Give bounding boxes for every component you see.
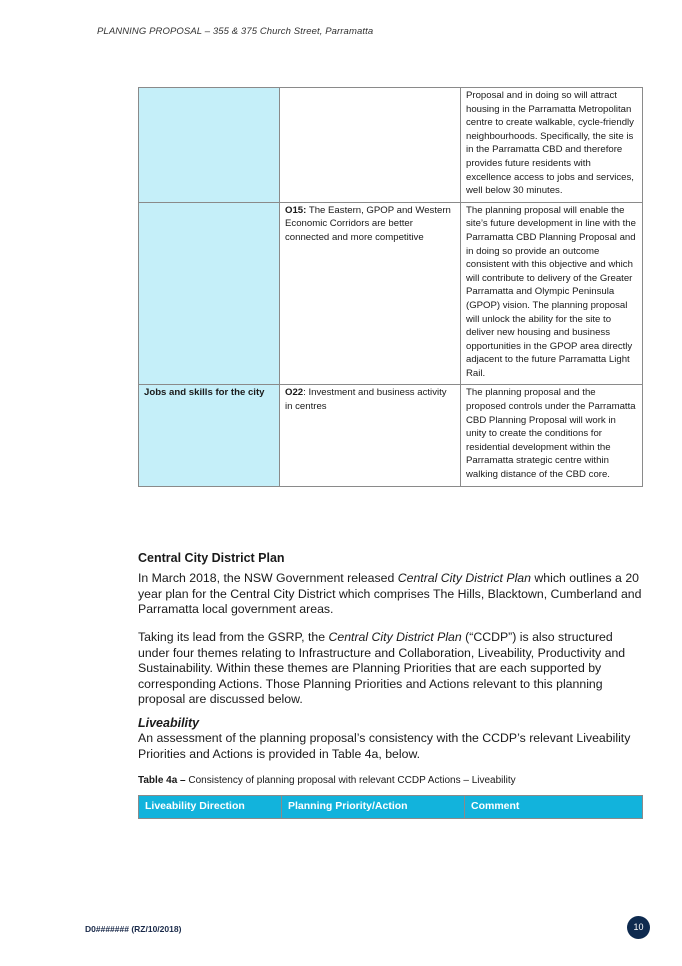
paragraph-intro [138,571,643,618]
comment-cell: The planning proposal and the proposed controls under the Parramatta CBD Planning Proposal will work in unity to create the conditions for residential development within the Parramatta strategic centre within walking distance of the CBD core. [461,385,643,486]
table-header-row [139,796,643,819]
objective-text: : Investment and business activity in centres [285,387,447,413]
table-caption [138,775,643,786]
section-heading: Central City District Plan [138,551,285,565]
table-row [139,202,643,385]
liveability-heading: Liveability [138,716,200,730]
direction-cell [139,202,280,385]
table-4a-header [138,795,643,819]
direction-cell: Jobs and skills for the city [139,385,280,486]
caption-label: Table 4a – [138,775,186,786]
plan-title-emphasis: Central City District Plan [328,630,462,644]
paragraph-themes [138,630,643,708]
comment-cell: The planning proposal will enable the site’s future development in line with the Parramatta CBD Planning Proposal and in doing so provide an outcome consistent with this objective and which will contribute to delivery of the Greater Parramatta and Olympic Peninsula (GPOP) vision. The planning proposal will unlock the ability for the site to deliver new housing and business opportunities in the GPOP area directly adjacent to the future Parramatta Light Rail. [461,202,643,385]
objective-code: O15: [285,204,307,216]
column-header-direction: Liveability Direction [139,796,282,819]
comment-cell: Proposal and in doing so will attract housing in the Parramatta Metropolitan centre to create walkable, cycle-friendly neighbourhoods. Specifically, the site is in the Parramatta CBD and therefore provides future residents with excellence access to jobs and services, well below 30 minutes. [461,88,643,203]
running-header: PLANNING PROPOSAL – 355 & 375 Church Street, Parramatta [97,26,374,37]
objective-cell [280,385,461,486]
objectives-table [138,87,643,487]
objective-cell [280,88,461,203]
paragraph-text: (“CCDP”) is also structured under four themes relating to Infrastructure and Collaboration, Liveability, Productivity and Sustainability. Within these themes are Planning Priorities that are each supported by corresponding Actions. Those Planning Priorities and Actions relevant to this planning proposal are discussed below. [138,630,626,706]
paragraph-liveability: An assessment of the planning proposal’s consistency with the CCDP’s relevant Liveability Priorities and Actions is provided in Table 4a, below. [138,731,631,761]
paragraph-text: Taking its lead from the GSRP, the [138,630,329,644]
objective-cell [280,202,461,385]
document-reference: D0####### (RZ/10/2018) [85,924,182,934]
column-header-comment: Comment [465,796,643,819]
table-row [139,385,643,486]
plan-title-emphasis: Central City District Plan [397,571,531,585]
paragraph-text: which outlines a 20 year plan for the Central City District which comprises The Hills, Blacktown, Cumberland and Parramatta local government areas. [138,571,642,616]
column-header-priority: Planning Priority/Action [282,796,465,819]
objective-code: O22 [285,387,304,399]
direction-cell [139,88,280,203]
page-number-badge: 10 [627,916,650,939]
paragraph-text: In March 2018, the NSW Government released [138,571,398,585]
objective-text: The Eastern, GPOP and Western Economic Corridors are better connected and more competitive [285,204,451,243]
table-row [139,88,643,203]
caption-text: Consistency of planning proposal with relevant CCDP Actions – Liveability [185,775,516,786]
